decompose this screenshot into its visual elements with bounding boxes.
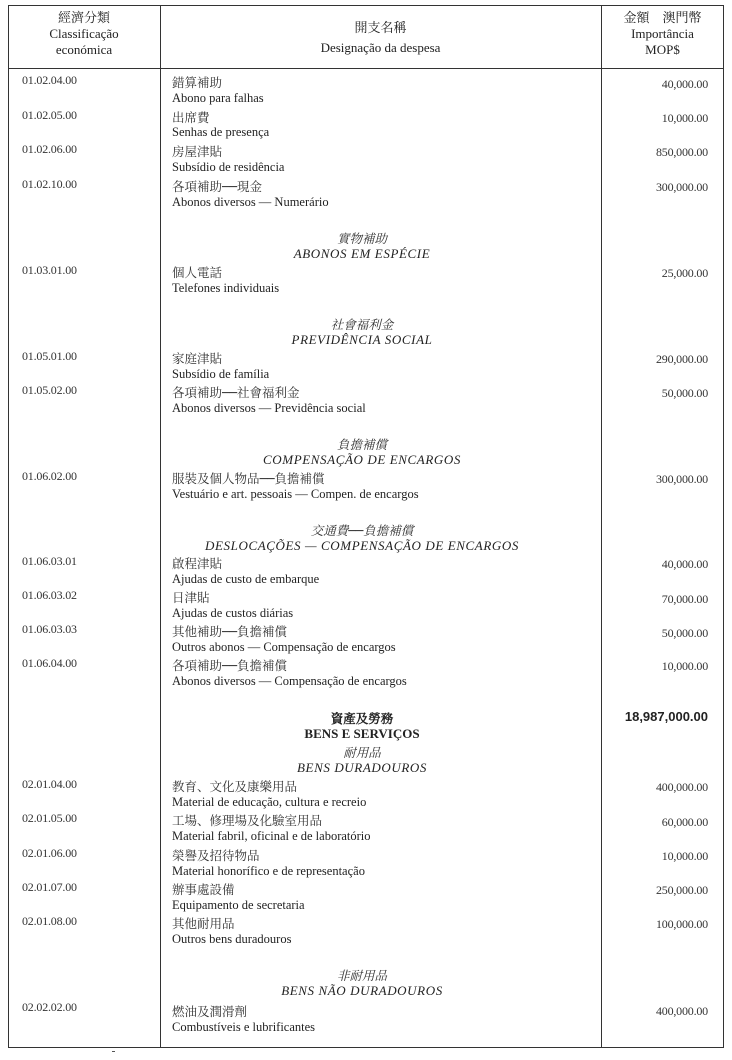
header-designation (160, 18, 601, 58)
header-classification-pt-1: Classificação (49, 26, 119, 41)
section-heading-zh: 實物補助 (336, 231, 387, 246)
row-desc-zh: 服裝及個人物品──負擔補償 (172, 471, 325, 486)
row-desc-zh: 榮譽及招待物品 (172, 848, 260, 863)
row-code: 01.06.03.02 (22, 588, 77, 602)
group-heading-zh: 資產及勞務 (330, 711, 394, 726)
row-code: 01.06.02.00 (22, 469, 77, 483)
row-desc-pt: Abono para falhas (172, 91, 264, 105)
row-desc-pt: Outros bens duradouros (172, 932, 292, 946)
row-desc-pt: Material fabril, oficinal e de laboratório (172, 829, 371, 843)
section-heading-pt: ABONOS EM ESPÉCIE (293, 246, 431, 261)
section-heading-zh: 耐用品 (343, 745, 381, 760)
row-amount: 10,000.00 (661, 849, 708, 863)
row-desc-pt: Vestuário e art. pessoais — Compen. de encargos (172, 487, 419, 501)
row-desc-pt: Subsídio de residência (172, 160, 285, 174)
section-heading-pt: BENS NÃO DURADOUROS (281, 983, 443, 998)
section-heading-zh: 負擔補償 (336, 437, 387, 452)
row-desc-pt: Material de educação, cultura e recreio (172, 795, 367, 809)
row-code: 02.01.08.00 (22, 914, 77, 928)
section-heading-zh: 交通費──負擔補償 (310, 523, 414, 538)
row-code: 01.06.03.01 (22, 554, 77, 568)
row-code: 02.01.04.00 (22, 777, 77, 791)
row-code: 01.02.05.00 (22, 108, 77, 122)
row-amount: 25,000.00 (661, 266, 708, 280)
row-desc-zh: 辦事處設備 (172, 882, 235, 897)
header-classification-pt-2: económica (55, 42, 113, 57)
row-amount: 300,000.00 (655, 180, 708, 194)
row-amount: 50,000.00 (661, 626, 708, 640)
row-desc-pt: Subsídio de família (172, 367, 270, 381)
row-amount: 40,000.00 (661, 557, 708, 571)
row-desc-pt: Material honorífico e de representação (172, 864, 365, 878)
section-heading-pt: DESLOCAÇÕES — COMPENSAÇÃO DE ENCARGOS (205, 538, 519, 553)
row-amount: 50,000.00 (661, 386, 708, 400)
row-desc-zh: 各項補助──負擔補償 (172, 658, 288, 673)
row-amount: 10,000.00 (661, 111, 708, 125)
section-heading-zh: 社會福利金 (330, 317, 394, 332)
row-desc-zh: 家庭津貼 (172, 351, 223, 366)
row-code: 01.06.04.00 (22, 656, 77, 670)
row-desc-zh: 錯算補助 (172, 75, 223, 90)
section-heading-pt: PREVIDÊNCIA SOCIAL (291, 332, 433, 347)
header-amount-pt-2: MOP$ (645, 42, 680, 57)
header-classification (8, 10, 160, 58)
row-desc-pt: Abonos diversos — Previdência social (172, 401, 366, 415)
header-amount-zh: 金額 澳門幣 (623, 10, 702, 25)
header-amount (601, 10, 724, 58)
row-amount: 400,000.00 (655, 1004, 708, 1018)
section-heading-zh: 非耐用品 (336, 968, 387, 983)
row-desc-zh: 其他耐用品 (172, 916, 235, 931)
row-amount: 10,000.00 (661, 659, 708, 673)
section-heading-pt: BENS DURADOUROS (297, 760, 427, 775)
row-desc-zh: 各項補助──現金 (172, 179, 263, 194)
header-classification-zh: 經濟分類 (57, 10, 110, 25)
row-code: 01.02.06.00 (22, 142, 77, 156)
row-code: 01.06.03.03 (22, 622, 77, 636)
row-desc-zh: 出席費 (172, 110, 210, 125)
group-heading-pt: BENS E SERVIÇOS (304, 726, 420, 741)
row-amount: 290,000.00 (655, 352, 708, 366)
row-code: 01.05.01.00 (22, 349, 77, 363)
row-desc-zh: 各項補助──社會福利金 (172, 385, 300, 400)
row-amount: 300,000.00 (655, 472, 708, 486)
row-desc-pt: Telefones individuais (172, 281, 280, 295)
row-code: 01.02.10.00 (22, 177, 77, 191)
column-divider-2 (601, 5, 602, 1048)
row-amount: 250,000.00 (655, 883, 708, 897)
row-desc-zh: 啟程津貼 (172, 556, 223, 571)
row-desc-pt: Senhas de presença (172, 125, 270, 139)
row-desc-pt: Abonos diversos — Compensação de encargos (172, 674, 407, 688)
row-desc-pt: Ajudas de custos diárias (172, 606, 294, 620)
row-code: 01.05.02.00 (22, 383, 77, 397)
row-desc-zh: 其他補助──負擔補償 (172, 624, 288, 639)
row-amount: 100,000.00 (655, 917, 708, 931)
row-code: 01.03.01.00 (22, 263, 77, 277)
row-desc-zh: 工場、修理場及化驗室用品 (172, 813, 323, 828)
row-desc-zh: 教育、文化及康樂用品 (172, 779, 298, 794)
group-total-amount: 18,987,000.00 (624, 709, 708, 724)
row-code: 02.01.06.00 (22, 846, 77, 860)
row-desc-zh: 燃油及潤滑劑 (172, 1004, 248, 1019)
row-desc-zh: 個人電話 (172, 265, 223, 280)
header-divider (8, 68, 724, 69)
column-divider-1 (160, 5, 161, 1048)
row-desc-pt: Outros abonos — Compensação de encargos (172, 640, 396, 654)
row-amount: 70,000.00 (661, 592, 708, 606)
row-desc-pt: Equipamento de secretaria (172, 898, 305, 912)
row-amount: 850,000.00 (655, 145, 708, 159)
row-code: 02.02.02.00 (22, 1000, 77, 1014)
row-desc-zh: 日津貼 (172, 590, 210, 605)
row-desc-pt: Abonos diversos — Numerário (172, 195, 329, 209)
row-amount: 400,000.00 (655, 780, 708, 794)
row-desc-pt: Combustíveis e lubrificantes (172, 1020, 316, 1034)
row-amount: 60,000.00 (661, 815, 708, 829)
header-designation-pt: Designação da despesa (320, 40, 441, 55)
row-code: 01.02.04.00 (22, 73, 77, 87)
header-amount-pt-1: Importância (631, 26, 694, 41)
section-heading-pt: COMPENSAÇÃO DE ENCARGOS (263, 452, 461, 467)
row-desc-zh: 房屋津貼 (172, 144, 223, 159)
scan-mark (112, 1051, 115, 1052)
row-amount: 40,000.00 (661, 77, 708, 91)
header-designation-zh: 開支名稱 (354, 20, 407, 35)
row-code: 02.01.07.00 (22, 880, 77, 894)
row-code: 02.01.05.00 (22, 811, 77, 825)
row-desc-pt: Ajudas de custo de embarque (172, 572, 320, 586)
